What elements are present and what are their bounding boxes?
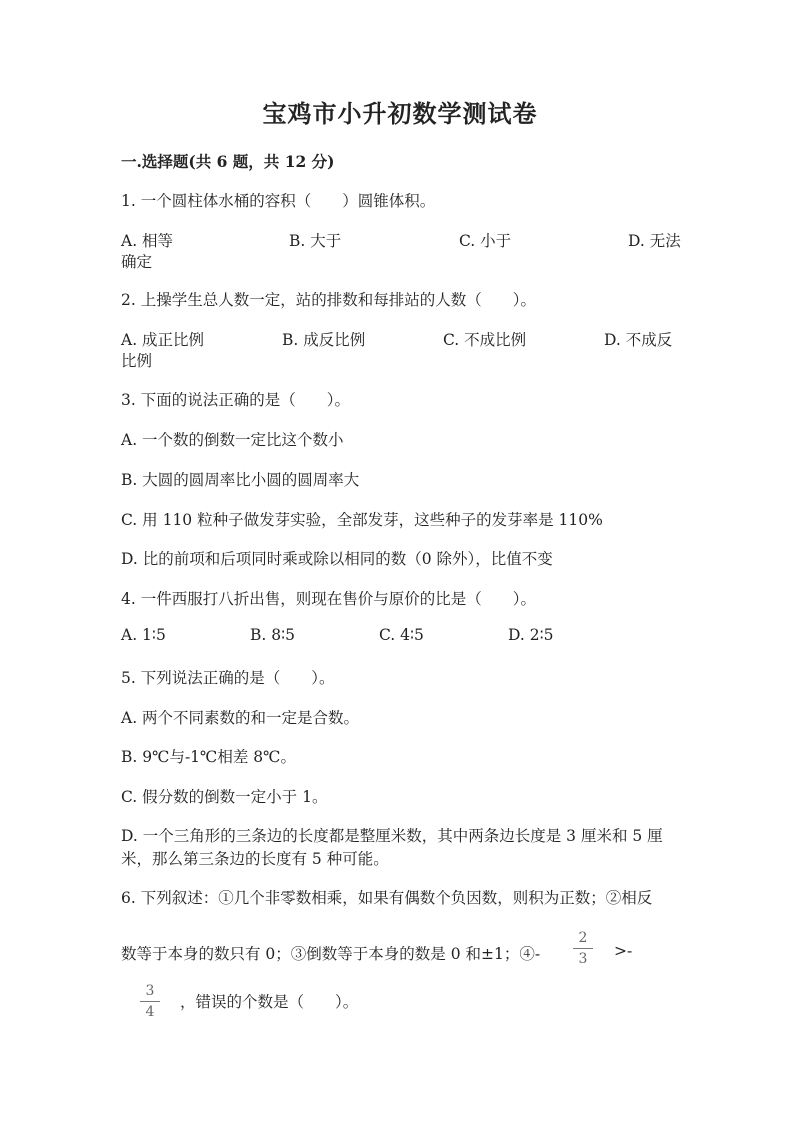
question-2-option-d: D. 不成反 — [604, 331, 673, 349]
greater-than-negative: >- — [614, 942, 633, 960]
question-2-option-d-wrap: 比例 — [121, 352, 153, 370]
question-5-option-b: B. 9℃与-1℃相差 8℃。 — [121, 748, 297, 766]
question-3-option-d: D. 比的前项和后项同时乘或除以相同的数（0 除外），比值不变 — [121, 550, 553, 568]
fraction-denominator: 3 — [578, 951, 588, 967]
question-5-option-c: C. 假分数的倒数一定小于 1。 — [121, 788, 328, 806]
question-5-option-a: A. 两个不同素数的和一定是合数。 — [121, 709, 360, 727]
question-3-stem: 3. 下面的说法正确的是（ ）。 — [121, 391, 350, 409]
question-4-option-b: B. 8∶5 — [250, 626, 296, 644]
fraction-bar — [573, 948, 593, 949]
question-1-option-c: C. 小于 — [459, 232, 512, 250]
question-1-option-a: A. 相等 — [121, 232, 174, 250]
question-5-stem: 5. 下列说法正确的是（ ）。 — [121, 669, 335, 687]
question-4-option-a: A. 1∶5 — [121, 626, 166, 644]
section-heading: 一.选择题(共 6 题，共 12 分) — [121, 152, 335, 171]
question-4-option-c: C. 4∶5 — [379, 626, 424, 644]
fraction-denominator: 4 — [145, 1004, 155, 1020]
question-1-option-d-wrap: 确定 — [121, 253, 153, 271]
question-3-option-a: A. 一个数的倒数一定比这个数小 — [121, 431, 344, 449]
question-1-option-d: D. 无法 — [628, 232, 681, 250]
question-1-stem: 1. 一个圆柱体水桶的容积（ ）圆锥体积。 — [121, 192, 436, 210]
question-2-stem: 2. 上操学生总人数一定，站的排数和每排站的人数（ ）。 — [121, 291, 536, 309]
question-2-option-c: C. 不成比例 — [443, 331, 527, 349]
fraction-three-quarters — [140, 984, 160, 1019]
question-2-option-b: B. 成反比例 — [282, 331, 366, 349]
question-3-option-c: C. 用 110 粒种子做发芽实验，全部发芽，这些种子的发芽率是 110% — [121, 511, 603, 529]
question-2-option-a: A. 成正比例 — [121, 331, 205, 349]
question-1-option-b: B. 大于 — [289, 232, 342, 250]
fraction-two-thirds — [573, 931, 593, 966]
fraction-numerator: 2 — [578, 930, 588, 946]
question-4-option-d: D. 2∶5 — [508, 626, 554, 644]
fraction-numerator: 3 — [145, 983, 155, 999]
question-5-option-d-wrap: 米，那么第三条边的长度有 5 种可能。 — [121, 850, 389, 868]
question-5-option-d: D. 一个三角形的三条边的长度都是整厘米数，其中两条边长度是 3 厘米和 5 厘 — [121, 827, 663, 845]
question-4-stem: 4. 一件西服打八折出售，则现在售价与原价的比是（ ）。 — [121, 590, 536, 608]
question-6-line-3: ，错误的个数是（ ）。 — [180, 993, 359, 1011]
fraction-bar — [140, 1001, 160, 1002]
question-6-line-2: 数等于本身的数只有 0；③倒数等于本身的数是 0 和±1；④- — [121, 945, 541, 963]
question-3-option-b: B. 大圆的圆周率比小圆的圆周率大 — [121, 471, 360, 489]
question-6-line-1: 6. 下列叙述：①几个非零数相乘，如果有偶数个负因数，则积为正数；②相反 — [121, 889, 653, 907]
page-title: 宝鸡市小升初数学测试卷 — [262, 99, 538, 128]
